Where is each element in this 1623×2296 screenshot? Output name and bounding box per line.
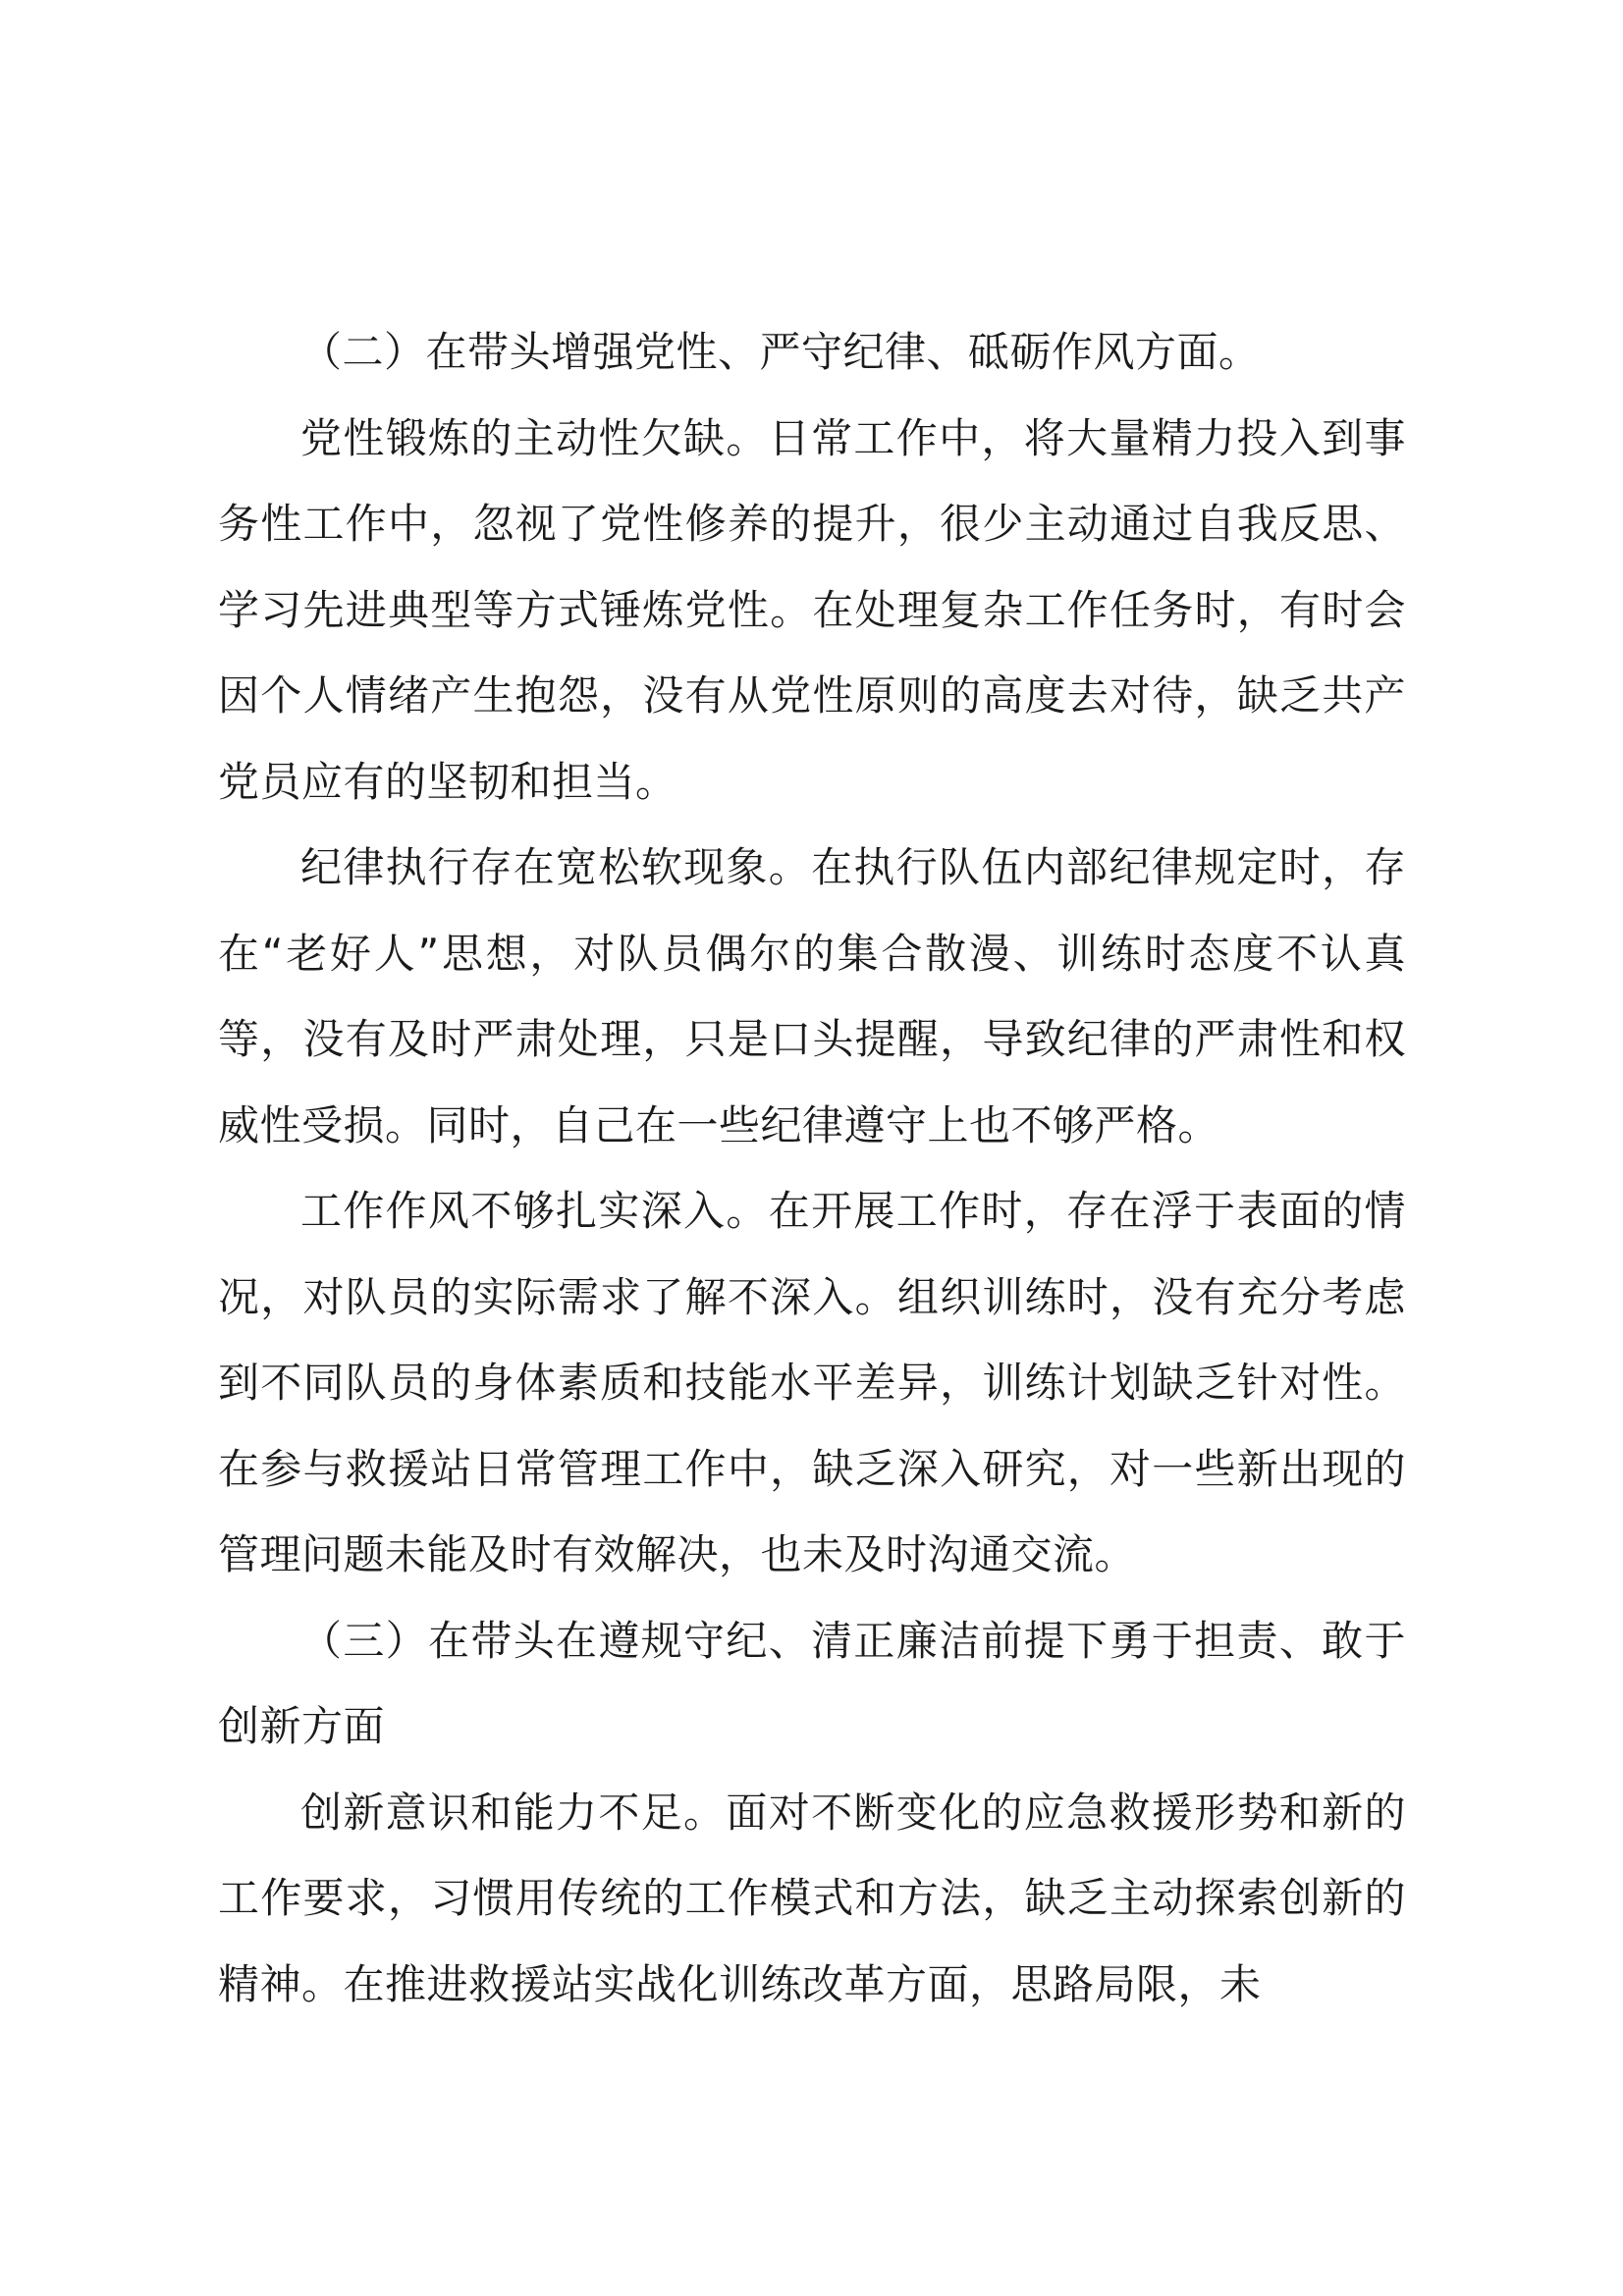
paragraph-party-spirit: 党性锻炼的主动性欠缺。日常工作中，将大量精力投入到事务性工作中，忽视了党性修养的提升，很少主动通过自我反思、学习先进典型等方式锤炼党性。在处理复杂工作任务时，有时会因个人情绪产生抱怨，没有从党性原则的高度去对待，缺乏共产党员应有的坚韧和担当。: [218, 413, 1406, 806]
document-body: [218, 309, 1406, 2027]
section-heading-2: （二）在带头增强党性、严守纪律、砥砺作风方面。: [300, 328, 1261, 376]
paragraph-work-style: 工作作风不够扎实深入。在开展工作时，存在浮于表面的情况，对队员的实际需求了解不深入。组织训练时，没有充分考虑到不同队员的身体素质和技能水平差异，训练计划缺乏针对性。在参与救援站日常管理工作中，缺乏深入研究，对一些新出现的管理问题未能及时有效解决，也未及时沟通交流。: [218, 1187, 1406, 1578]
section-heading-3: （三）在带头在遵规守纪、清正廉洁前提下勇于担责、敢于创新方面: [218, 1616, 1406, 1750]
paragraph-innovation: 创新意识和能力不足。面对不断变化的应急救援形势和新的工作要求，习惯用传统的工作模式和方法，缺乏主动探索创新的精神。在推进救援站实战化训练改革方面，思路局限，未: [218, 1788, 1406, 2008]
paragraph-discipline: 纪律执行存在宽松软现象。在执行队伍内部纪律规定时，存在“老好人”思想，对队员偶尔的集合散漫、训练时态度不认真等，没有及时严肃处理，只是口头提醒，导致纪律的严肃性和权威性受损。同时，自己在一些纪律遵守上也不够严格。: [218, 843, 1406, 1149]
